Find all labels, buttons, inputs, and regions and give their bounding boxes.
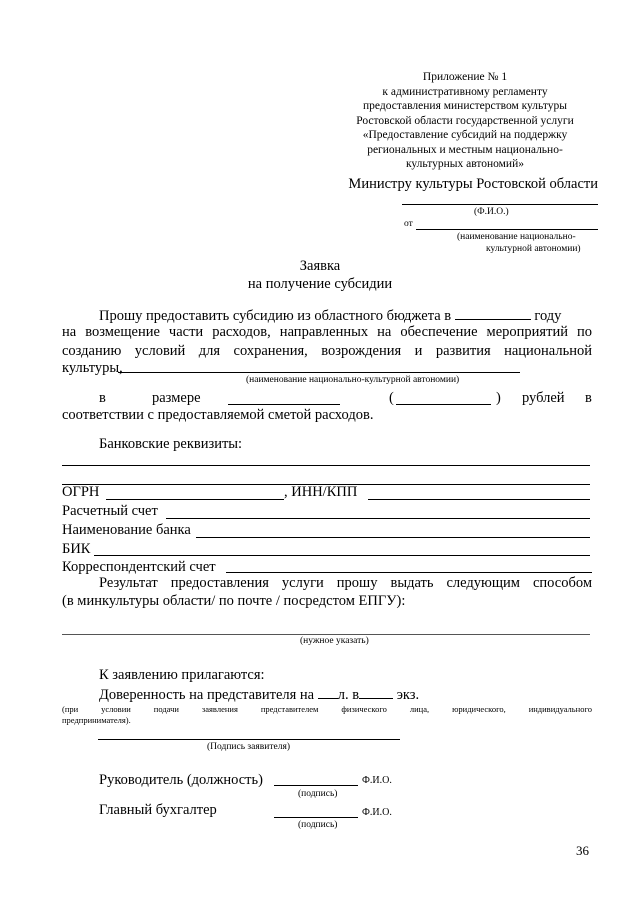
head-label: Руководитель (должность) <box>99 772 263 788</box>
page-number: 36 <box>576 843 589 858</box>
corr-account-label: Корреспондентский счет <box>62 559 216 575</box>
bik-field[interactable] <box>94 555 590 556</box>
amount-words-field[interactable] <box>396 404 491 405</box>
amount-text: в <box>585 390 592 406</box>
request-text-line: созданию условий для сохранения, возрождения и развития национальной <box>62 343 592 359</box>
appendix-line: к административному регламенту <box>382 85 548 98</box>
inn-field[interactable] <box>368 499 590 500</box>
document-subtitle: на получение субсидии <box>247 276 393 292</box>
copies-field[interactable] <box>359 684 393 699</box>
ogrn-field[interactable] <box>106 499 284 500</box>
amount-text: ( <box>389 390 394 406</box>
amount-text: рублей <box>522 390 565 406</box>
amount-text: размере <box>152 390 201 406</box>
document-title: Заявка <box>299 258 341 274</box>
accountant-fio: Ф.И.О. <box>362 807 392 818</box>
head-fio: Ф.И.О. <box>362 775 392 786</box>
bank-name-field[interactable] <box>196 537 590 538</box>
account-field[interactable] <box>166 518 590 519</box>
request-text-line: культуры, <box>62 360 123 376</box>
accountant-signature-caption: (подпись) <box>298 820 338 830</box>
ogrn-label: ОГРН <box>62 484 100 500</box>
accountant-label: Главный бухгалтер <box>99 802 217 818</box>
organization-caption: культурной автономии) <box>486 244 581 254</box>
power-of-attorney-line: Доверенность на представителя на л. в экз. <box>99 684 419 704</box>
organization-name-caption: (наименование национально-культурной автономии) <box>246 375 460 385</box>
organization-line[interactable] <box>416 229 598 230</box>
bank-heading: Банковские реквизиты: <box>99 436 243 452</box>
addressee-minister: Министру культуры Ростовской области <box>348 176 598 192</box>
appendix-line: региональных и местным национально- <box>367 143 563 156</box>
applicant-signature-field[interactable] <box>98 739 400 740</box>
account-label: Расчетный счет <box>62 503 158 519</box>
request-text: Прошу предоставить субсидию из областного бюджета в году <box>99 305 561 325</box>
delivery-method-caption: (нужное указать) <box>300 636 369 646</box>
bik-label: БИК <box>62 541 91 557</box>
amount-text-line: соответствии с предоставляемой сметой расходов. <box>62 407 374 423</box>
organization-name-line[interactable] <box>118 372 520 373</box>
organization-caption: (наименование национально- <box>457 232 576 242</box>
amount-field[interactable] <box>228 404 340 405</box>
request-text-line: на возмещение части расходов, направленных на обеспечение мероприятий по <box>62 324 592 340</box>
amount-text: ) <box>496 390 501 406</box>
appendix-line: «Предоставление субсидий на поддержку <box>362 129 568 141</box>
head-signature-field[interactable] <box>274 785 358 786</box>
appendix-line: предоставления министерством культуры <box>363 100 567 112</box>
appendix-header <box>320 70 610 172</box>
appendix-line: культурных автономий» <box>406 158 524 170</box>
corr-account-field[interactable] <box>226 572 592 573</box>
result-text: (в минкультуры области/ по почте / посредстом ЕПГУ): <box>62 593 406 609</box>
delivery-method-field[interactable] <box>62 634 590 635</box>
fio-line[interactable] <box>402 204 598 205</box>
amount-text: в <box>99 390 106 406</box>
note-text: предпринимателя). <box>62 715 131 725</box>
applicant-signature-caption: (Подпись заявителя) <box>207 742 290 752</box>
bank-name-label: Наименование банка <box>62 522 191 538</box>
inn-label: , ИНН/КПП <box>284 484 358 500</box>
appendix-line: Приложение № 1 <box>422 71 508 83</box>
result-text: Результат предоставления услуги прошу выдать следующим способом <box>99 575 592 591</box>
appendix-line: Ростовской области государственной услуги <box>356 114 574 127</box>
attachments-heading: К заявлению прилагаются: <box>99 667 265 683</box>
pages-field[interactable] <box>318 684 338 699</box>
accountant-signature-field[interactable] <box>274 817 358 818</box>
from-label: от <box>404 219 413 229</box>
year-field[interactable] <box>455 305 531 320</box>
head-signature-caption: (подпись) <box>298 789 338 799</box>
fio-caption: (Ф.И.О.) <box>474 207 509 217</box>
note-text: (при условии подачи заявления представителем физического лица, юридического, индивидуального <box>62 704 592 714</box>
bank-details-line[interactable] <box>62 465 590 466</box>
